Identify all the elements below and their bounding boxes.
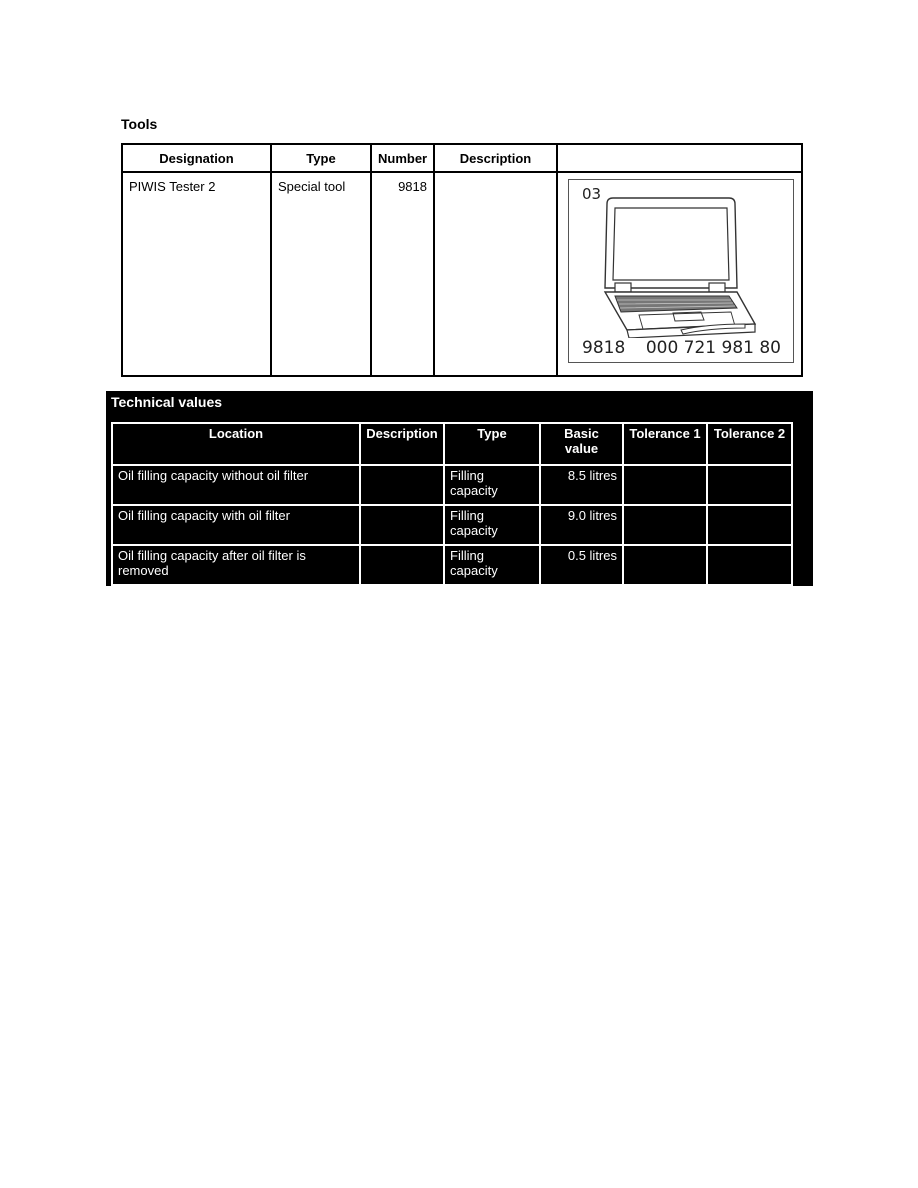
col-header-number: Number [371, 144, 434, 172]
cell-type: Filling capacity [444, 465, 540, 505]
cell-location: Oil filling capacity after oil filter is removed [112, 545, 360, 585]
cell-type: Filling capacity [444, 505, 540, 545]
cell-designation: PIWIS Tester 2 [122, 172, 271, 376]
cell-tolerance-1 [623, 545, 707, 585]
cell-location: Oil filling capacity with oil filter [112, 505, 360, 545]
col-header-description: Description [434, 144, 557, 172]
tool-illustration [568, 179, 794, 363]
technical-values-heading: Technical values [111, 394, 223, 410]
cell-description [434, 172, 557, 376]
cell-tolerance-2 [707, 505, 792, 545]
cell-location: Oil filling capacity without oil filter [112, 465, 360, 505]
col-header-tolerance-1: Tolerance 1 [623, 423, 707, 465]
table-row [112, 545, 792, 585]
cell-number: 9818 [371, 172, 434, 376]
table-row [122, 172, 802, 376]
col-header-image [557, 144, 802, 172]
cell-type: Special tool [271, 172, 371, 376]
col-header-designation: Designation [122, 144, 271, 172]
tools-heading: Tools [121, 116, 158, 132]
cell-image [557, 172, 802, 376]
table-row [112, 505, 792, 545]
table-row [112, 465, 792, 505]
cell-type: Filling capacity [444, 545, 540, 585]
image-part-number: 000 721 981 80 [645, 338, 781, 358]
cell-basic-value: 9.0 litres [540, 505, 623, 545]
col-header-description: Description [360, 423, 444, 465]
cell-tolerance-1 [623, 465, 707, 505]
laptop-icon [597, 196, 765, 338]
tools-table [121, 143, 803, 377]
cell-basic-value: 0.5 litres [540, 545, 623, 585]
col-header-tolerance-2: Tolerance 2 [707, 423, 792, 465]
col-header-type: Type [271, 144, 371, 172]
cell-description [360, 465, 444, 505]
col-header-basic-value: Basic value [540, 423, 623, 465]
tools-header-row [122, 144, 802, 172]
tech-header-row [112, 423, 792, 465]
cell-basic-value: 8.5 litres [540, 465, 623, 505]
image-tool-number: 9818 [582, 338, 626, 358]
technical-values-panel [106, 391, 813, 586]
cell-description [360, 545, 444, 585]
cell-tolerance-2 [707, 465, 792, 505]
cell-description [360, 505, 444, 545]
col-header-location: Location [112, 423, 360, 465]
cell-tolerance-2 [707, 545, 792, 585]
technical-values-table [111, 422, 793, 586]
image-code-label: 03 [582, 185, 602, 203]
cell-tolerance-1 [623, 505, 707, 545]
col-header-type: Type [444, 423, 540, 465]
